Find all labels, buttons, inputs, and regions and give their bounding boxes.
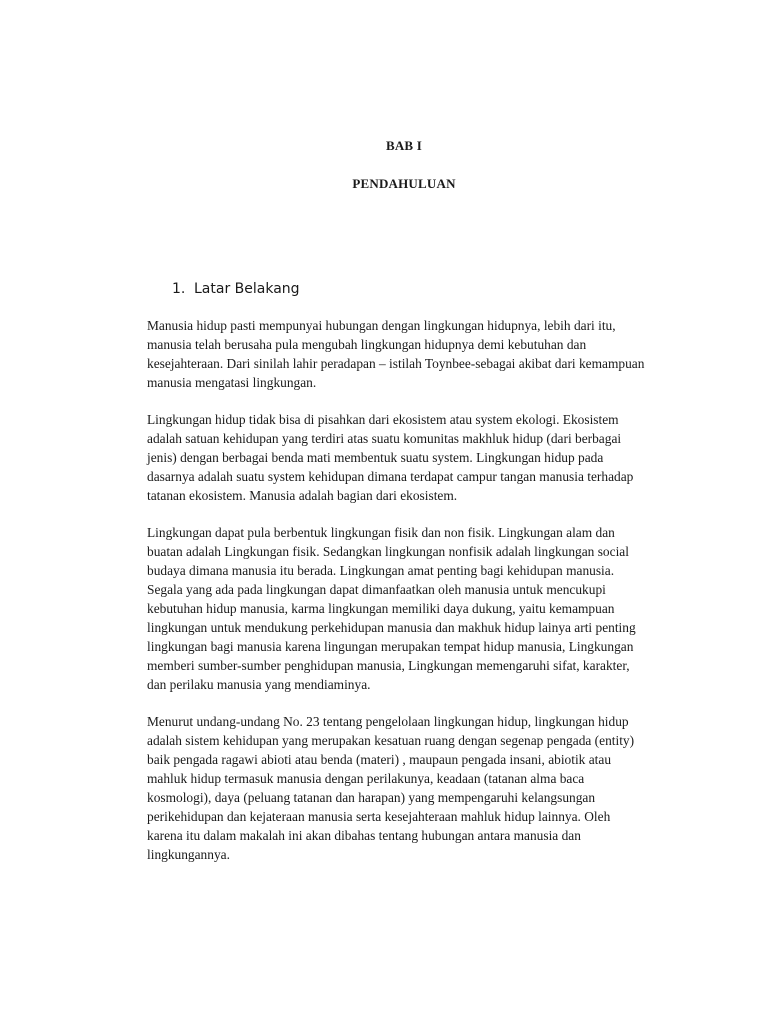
paragraph: Lingkungan dapat pula berbentuk lingkungan fisik dan non fisik. Lingkungan alam dan buatan adalah Lingkungan fisik. Sedangkan lingkungan nonfisik adalah lingkungan social budaya dimana manusia itu berada. Lingkungan amat penting bagi kehidupan manusia. Segala yang ada pada lingkungan dapat dimanfaatkan oleh manusia untuk mencukupi kebutuhan hidup manusia, karma lingkungan memiliki daya dukung, yaitu kemampuan lingkungan untuk mendukung perkehidupan manusia dan makhuk hidup lainya arti penting lingkungan bagi manusia karena lingungan merupakan tempat hidup manusia, Lingkungan memberi sumber-sumber penghidupan manusia, Lingkungan memengaruhi sifat, karakter, dan perilaku manusia yang mendiaminya. — [147, 525, 636, 692]
chapter-number: BAB I — [385, 138, 423, 153]
paragraph: Manusia hidup pasti mempunyai hubungan dengan lingkungan hidupnya, lebih dari itu, manusia telah berusaha pula mengubah lingkungan hidupnya demi kebutuhan dan kesejahteraan. Dari sinilah lahir peradapan – istilah Toynbee-sebagai akibat dari kemampuan manusia mengatasi lingkungan. — [147, 318, 645, 390]
section-title: Latar Belakang — [194, 281, 300, 297]
paragraph: Lingkungan hidup tidak bisa di pisahkan dari ekosistem atau system ekologi. Ekosistem adalah satuan kehidupan yang terdiri atas suatu komunitas makhluk hidup (dari berbagai jenis) dengan berbagai benda mati membentuk suatu system. Lingkungan hidup pada dasarnya adalah suatu system kehidupan dimana terdapat campur tangan manusia terhadap tatanan ekosistem. Manusia adalah bagian dari ekosistem. — [147, 412, 634, 503]
section-heading — [172, 281, 300, 297]
body-text — [147, 316, 647, 882]
paragraph: Menurut undang-undang No. 23 tentang pengelolaan lingkungan hidup, lingkungan hidup adalah sistem kehidupan yang merupakan kesatuan ruang dengan segenap pengada (entity) baik pengada ragawi abioti atau benda (materi) , maupaun pengada insani, abiotik atau mahluk hidup termasuk manusia dengan perilakunya, keadaan (tatanan alma baca kosmologi), daya (peluang tatanan dan harapan) yang mempengaruhi kelangsungan perikehidupan dan kejateraan manusia serta kesejahteraan mahluk hidup lainnya. Oleh karena itu dalam makalah ini akan dibahas tentang hubungan antara manusia dan lingkungannya. — [147, 714, 635, 862]
section-number: 1. — [172, 281, 186, 297]
chapter-title: PENDAHULUAN — [352, 176, 456, 191]
